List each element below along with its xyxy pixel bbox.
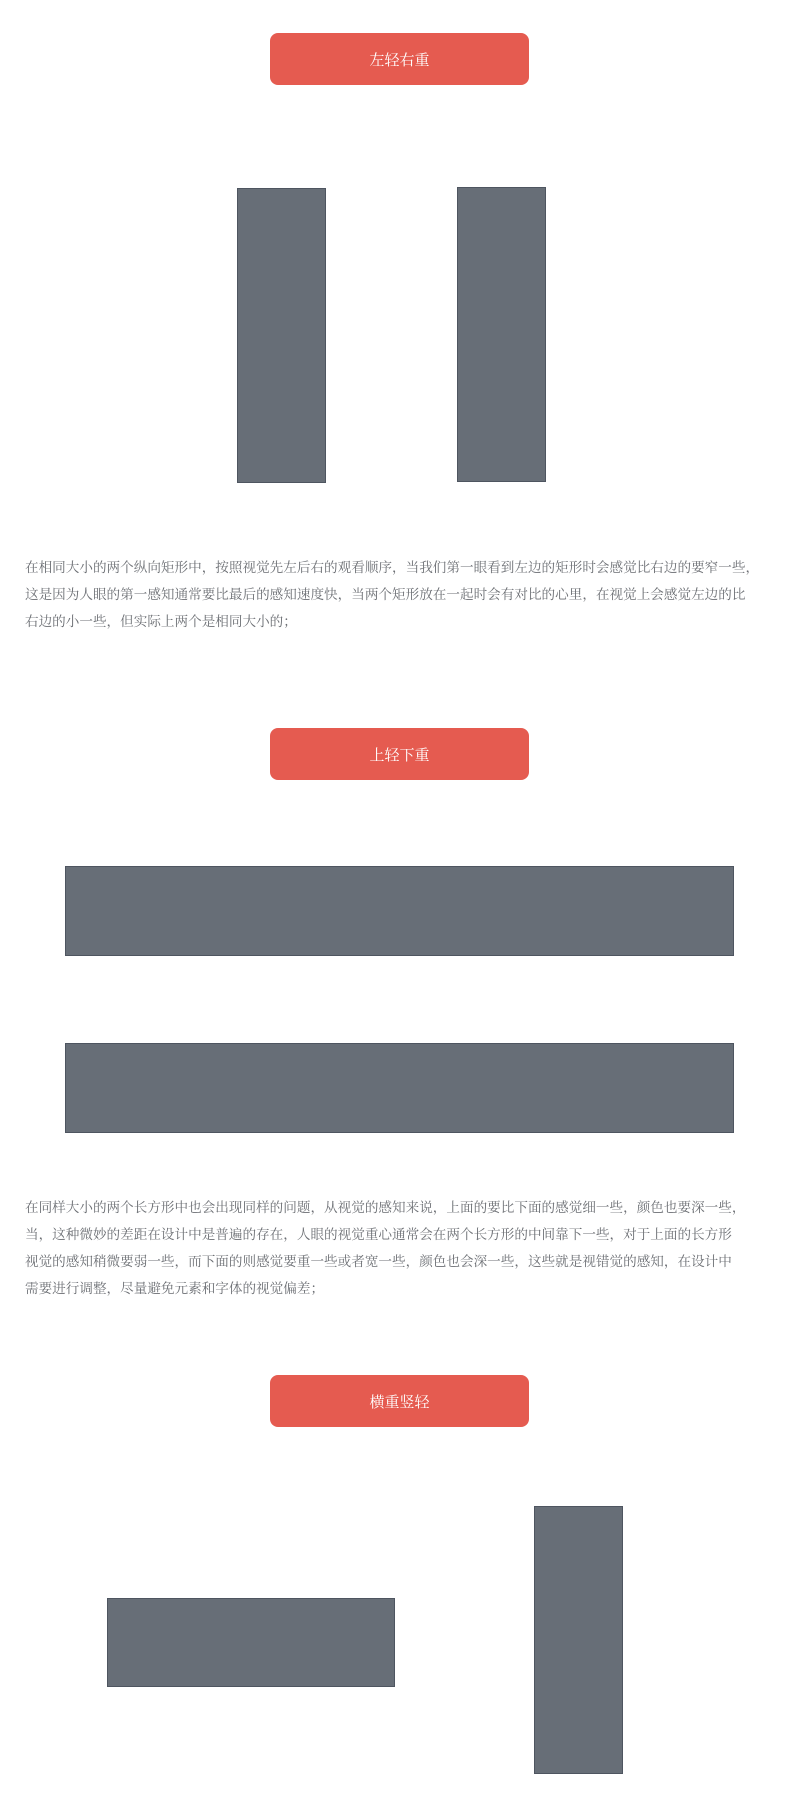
section-1-paragraph <box>25 555 785 636</box>
vertical-rectangle <box>534 1506 623 1774</box>
paragraph-line: 当，这种微妙的差距在设计中是普遍的存在，人眼的视觉重心通常会在两个长方形的中间靠下一些，对于上面的长方形 <box>25 1227 732 1243</box>
section-title-label: 上轻下重 <box>369 745 430 764</box>
top-horizontal-rectangle <box>65 866 734 956</box>
section-title-label: 横重竖轻 <box>369 1392 430 1411</box>
section-title-top-light-bottom-heavy <box>270 728 529 780</box>
paragraph-line: 在同样大小的两个长方形中也会出现同样的问题，从视觉的感知来说，上面的要比下面的感觉细一些，颜色也要深一些， <box>25 1200 746 1216</box>
section-title-horizontal-heavy-vertical-light <box>270 1375 529 1427</box>
section-2-paragraph <box>25 1195 785 1303</box>
right-vertical-rectangle <box>457 187 546 482</box>
paragraph-line: 需要进行调整，尽量避免元素和字体的视觉偏差； <box>25 1281 325 1297</box>
paragraph-line: 在相同大小的两个纵向矩形中，按照视觉先左后右的观看顺序，当我们第一眼看到左边的矩形时会感觉比右边的要窄一些， <box>25 560 760 576</box>
paragraph-line: 右边的小一些，但实际上两个是相同大小的； <box>25 614 297 630</box>
bottom-horizontal-rectangle <box>65 1043 734 1133</box>
section-title-left-light-right-heavy <box>270 33 529 85</box>
section-title-label: 左轻右重 <box>369 50 430 69</box>
left-vertical-rectangle <box>237 188 326 483</box>
paragraph-line: 视觉的感知稍微要弱一些，而下面的则感觉要重一些或者宽一些，颜色也会深一些，这些就是视错觉的感知，在设计中 <box>25 1254 732 1270</box>
horizontal-rectangle <box>107 1598 395 1687</box>
paragraph-line: 这是因为人眼的第一感知通常要比最后的感知速度快，当两个矩形放在一起时会有对比的心里，在视觉上会感觉左边的比 <box>25 587 746 603</box>
